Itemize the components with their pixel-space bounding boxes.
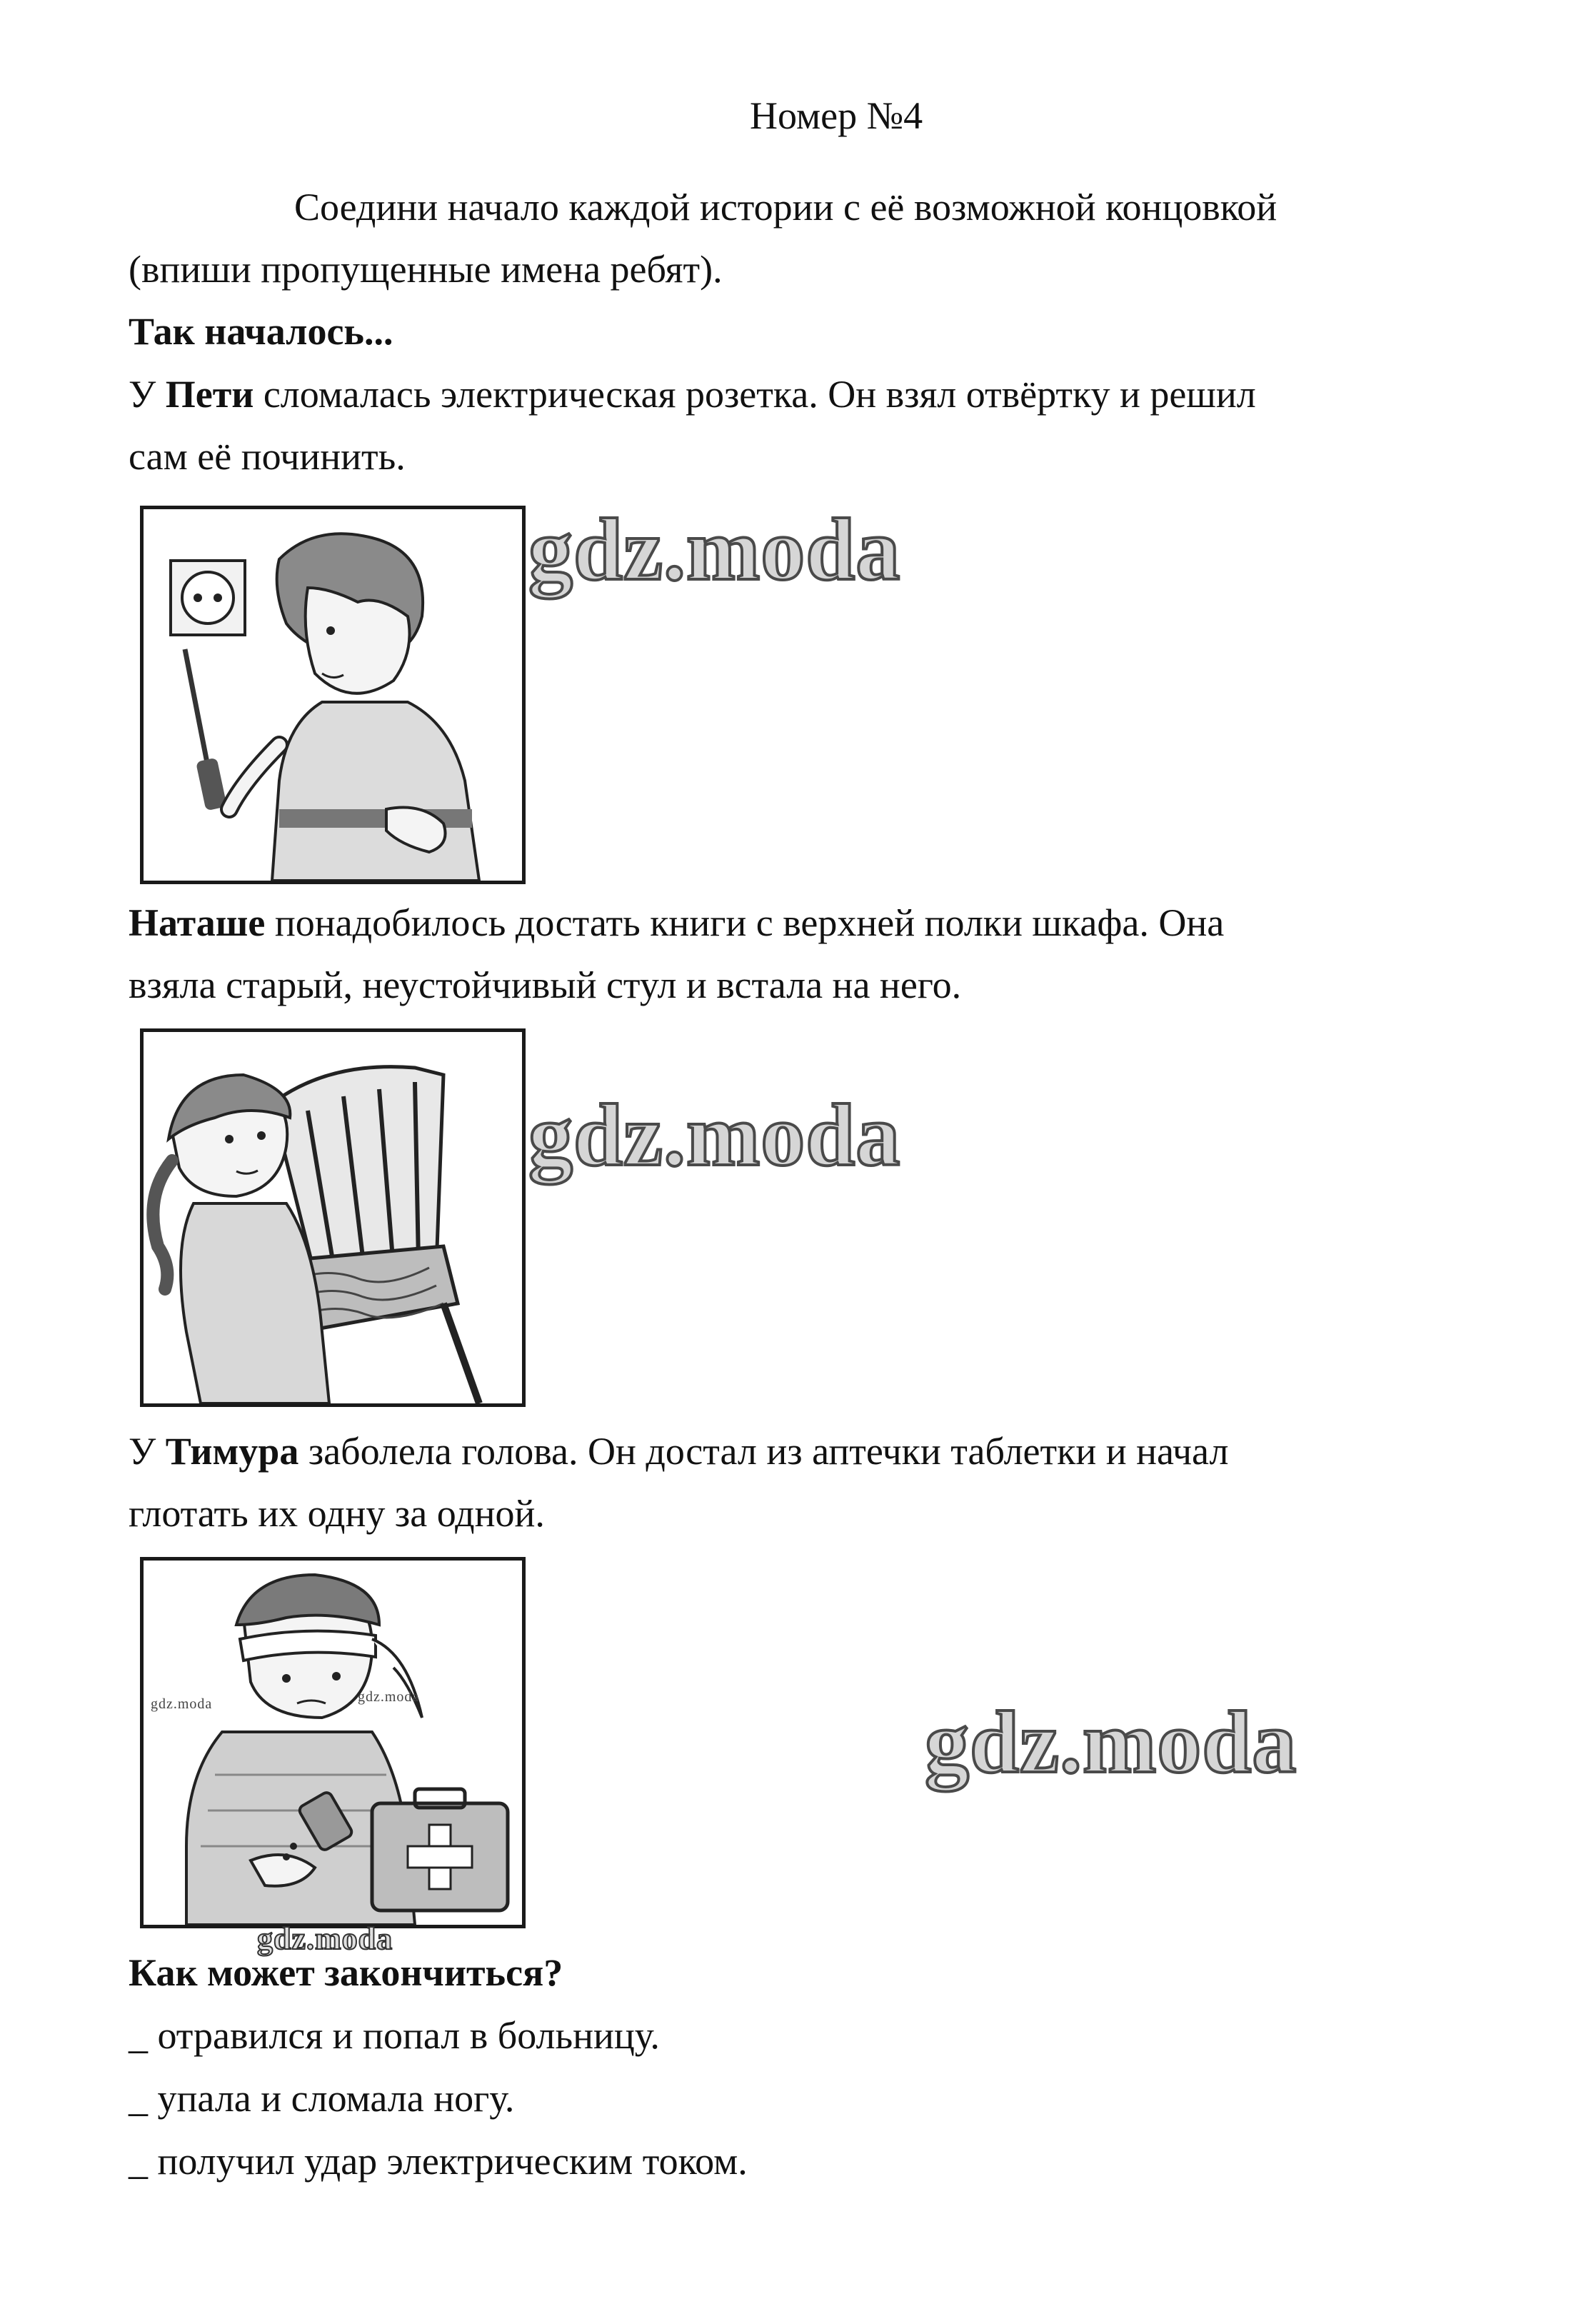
watermark-1: gdz.moda [528, 501, 901, 598]
watermark-3: gdz.moda [925, 1693, 1298, 1791]
watermark-2: gdz.moda [528, 1086, 901, 1184]
story3-line-2: глотать их одну за одной. [129, 1492, 545, 1535]
story3-text: заболела голова. Он достал из аптечки таблетки и начал [298, 1430, 1229, 1473]
ending-3: _ получил удар электрическим током. [129, 2140, 748, 2183]
story1-line-2: сам её починить. [129, 435, 406, 478]
story2-name: Наташе [129, 901, 266, 944]
illustration-boy-screwdriver [140, 506, 526, 884]
girl-chair-drawing [144, 1032, 522, 1403]
section-heading-start: Так началось... [129, 310, 393, 353]
illustration-boy-pills [140, 1557, 526, 1928]
boy-pills-drawing [144, 1561, 522, 1925]
story1-line-1 [129, 364, 1256, 424]
instruction-line-2: (впиши пропущенные имена ребят). [129, 248, 723, 291]
watermark-small-1: gdz.moda [151, 1696, 213, 1712]
story3-name: Тимура [165, 1430, 299, 1473]
story3-line-1 [129, 1421, 1228, 1481]
story2-text: понадобилось достать книги с верхней полки шкафа. Она [265, 901, 1225, 944]
story1-text: сломалась электрическая розетка. Он взял отвёртку и решил [254, 373, 1256, 416]
ending-1: _ отравился и попал в больницу. [129, 2014, 660, 2057]
story2-line-1 [129, 893, 1224, 953]
illustration-girl-chair [140, 1028, 526, 1407]
story3-prefix: У [129, 1430, 166, 1473]
boy-screwdriver-drawing [144, 509, 522, 881]
instruction-line-1: Соедини начало каждой истории с её возможной концовкой [294, 186, 1278, 229]
story1-name: Пети [165, 373, 254, 416]
story2-line-2: взяла старый, неустойчивый стул и встала на него. [129, 963, 962, 1006]
page-title: Номер №4 [750, 94, 923, 137]
watermark-small-2: gdz.moda [358, 1689, 420, 1705]
section-heading-end: Как может закончиться? [129, 1951, 563, 1994]
ending-2: _ упала и сломала ногу. [129, 2077, 515, 2120]
watermark-4: gdz.moda [257, 1921, 393, 1956]
story1-prefix: У [129, 373, 166, 416]
